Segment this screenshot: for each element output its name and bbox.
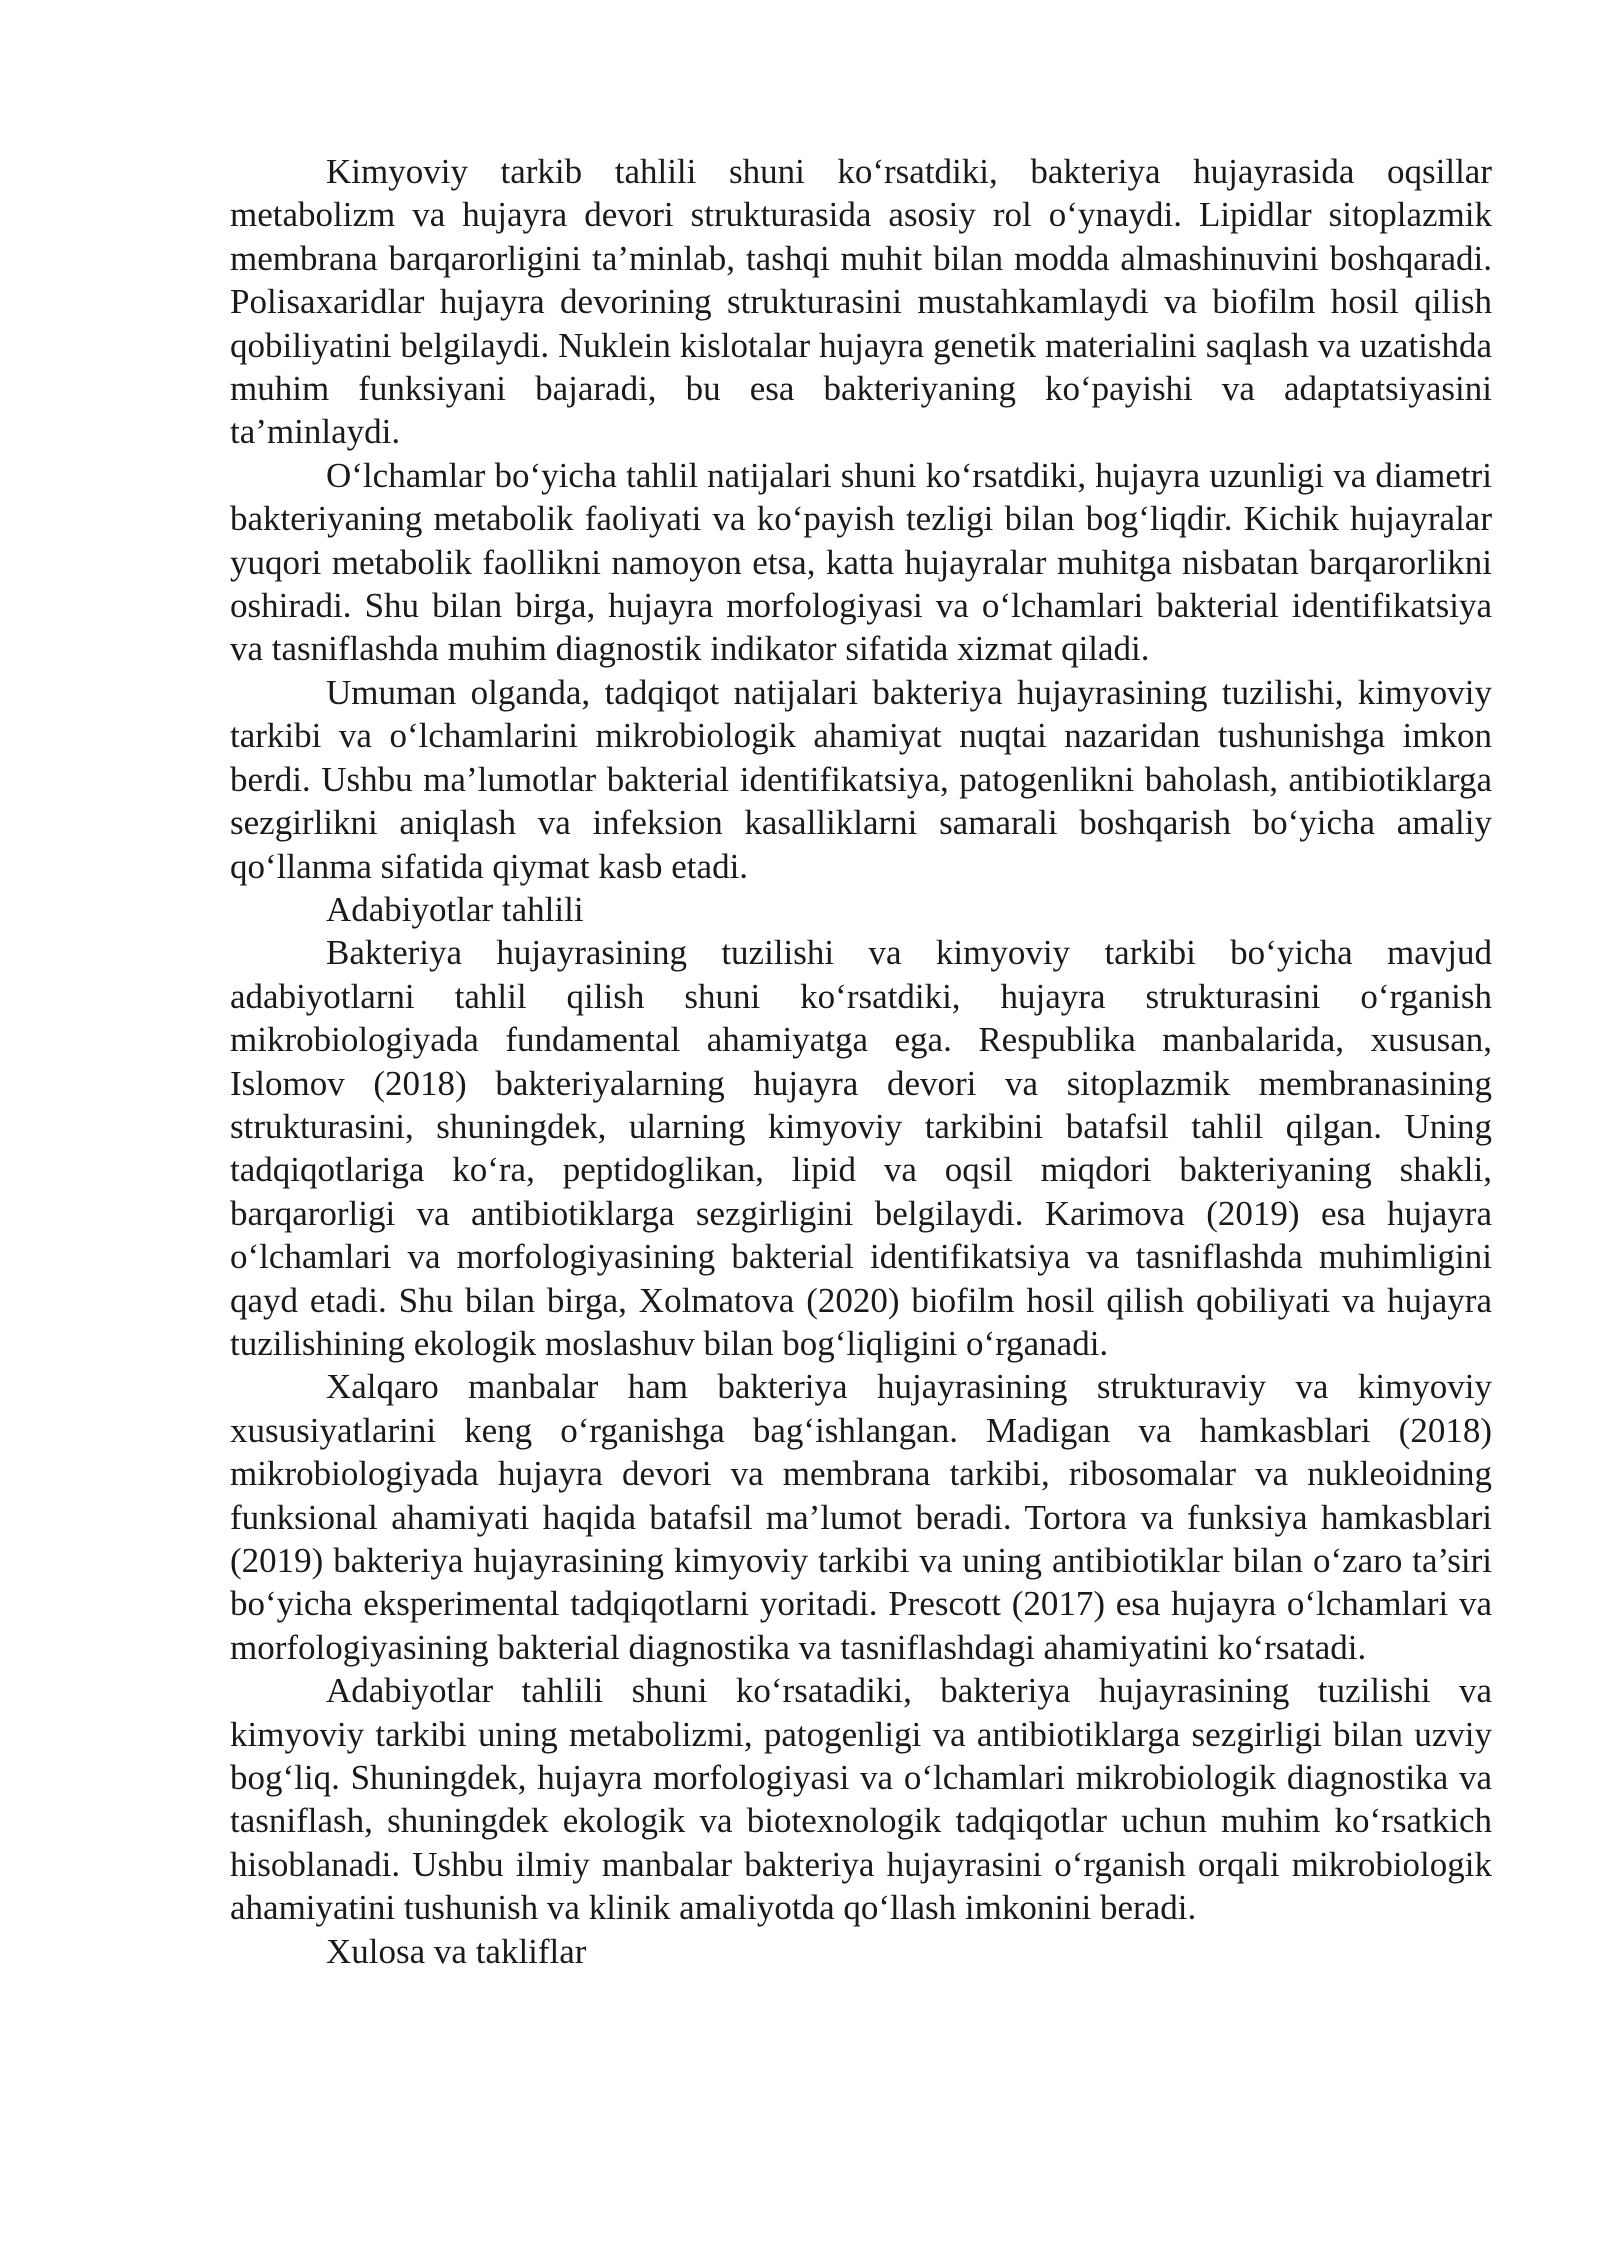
- document-page: [230, 150, 1492, 1973]
- paragraph-summary: Umuman olganda, tadqiqot natijalari bakteriya hujayrasining tuzilishi, kimyoviy tarkibi va o‘lchamlarini mikrobiologik ahamiyat nuqtai nazaridan tushunishga imkon berdi. Ushbu ma’lumotlar bakterial identifikatsiya, patogenlikni baholash, antibiotiklarga sezgirlikni aniqlash va infeksion kasalliklarni samarali boshqarish bo‘yicha amaliy qo‘llanma sifatida qiymat kasb etadi.: [230, 672, 1492, 886]
- paragraph-chemical-composition: Kimyoviy tarkib tahlili shuni ko‘rsatdiki, bakteriya hujayrasida oqsillar metabolizm va hujayra devori strukturasida asosiy rol o‘ynaydi. Lipidlar sitoplazmik membrana barqarorligini ta’minlab, tashqi muhit bilan modda almashinuvini boshqaradi. Polisaxaridlar hujayra devorining strukturasini mustahkamlaydi va biofilm hosil qilish qobiliyatini belgilaydi. Nuklein kislotalar hujayra genetik materialini saqlash va uzatishda muhim funksiyani bajaradi, bu esa bakteriyaning ko‘payishi va adaptatsiyasini ta’minlaydi.: [230, 152, 1492, 452]
- paragraph-cell-dimensions: O‘lchamlar bo‘yicha tahlil natijalari shuni ko‘rsatdiki, hujayra uzunligi va diametri bakteriyaning metabolik faoliyati va ko‘payish tezligi bilan bog‘liqdir. Kichik hujayralar yuqori metabolik faollikni namoyon etsa, katta hujayralar muhitga nisbatan barqarorlikni oshiradi. Shu bilan birga, hujayra morfologiyasi va o‘lchamlari bakterial identifikatsiya va tasniflashda muhim diagnostik indikator sifatida xizmat qiladi.: [230, 455, 1492, 669]
- section-heading-conclusions: Xulosa va takliflar: [326, 1931, 587, 1971]
- paragraph-international-sources: Xalqaro manbalar ham bakteriya hujayrasining strukturaviy va kimyoviy xususiyatlarini keng o‘rganishga bag‘ishlangan. Madigan va hamkasblari (2018) mikrobiologiyada hujayra devori va membrana tarkibi, ribosomalar va nukleoidning funksional ahamiyati haqida batafsil ma’lumot beradi. Tortora va funksiya hamkasblari (2019) bakteriya hujayrasining kimyoviy tarkibi va uning antibiotiklar bilan o‘zaro ta’siri bo‘yicha eksperimental tadqiqotlarni yoritadi. Prescott (2017) esa hujayra o‘lchamlari va morfologiyasining bakterial diagnostika va tasniflashdagi ahamiyatini ko‘rsatadi.: [230, 1367, 1492, 1667]
- paragraph-literature-conclusion: Adabiyotlar tahlili shuni ko‘rsatadiki, bakteriya hujayrasining tuzilishi va kimyoviy tarkibi uning metabolizmi, patogenligi va antibiotiklarga sezgirligi bilan uzviy bog‘liq. Shuningdek, hujayra morfologiyasi va o‘lchamlari mikrobiologik diagnostika va tasniflash, shuningdek ekologik va biotexnologik tadqiqotlar uchun muhim ko‘rsatkich hisoblanadi. Ushbu ilmiy manbalar bakteriya hujayrasini o‘rganish orqali mikrobiologik ahamiyatini tushunish va klinik amaliyotda qo‘llash imkonini beradi.: [230, 1671, 1492, 1928]
- section-heading-literature-review: Adabiyotlar tahlili: [326, 889, 584, 929]
- paragraph-national-sources: Bakteriya hujayrasining tuzilishi va kimyoviy tarkibi bo‘yicha mavjud adabiyotlarni tahlil qilish shuni ko‘rsatdiki, hujayra strukturasini o‘rganish mikrobiologiyada fundamental ahamiyatga ega. Respublika manbalarida, xususan, Islomov (2018) bakteriyalarning hujayra devori va sitoplazmik membranasining strukturasini, shuningdek, ularning kimyoviy tarkibini batafsil tahlil qilgan. Uning tadqiqotlariga ko‘ra, peptidoglikan, lipid va oqsil miqdori bakteriyaning shakli, barqarorligi va antibiotiklarga sezgirligini belgilaydi. Karimova (2019) esa hujayra o‘lchamlari va morfologiyasining bakterial identifikatsiya va tasniflashda muhimligini qayd etadi. Shu bilan birga, Xolmatova (2020) biofilm hosil qilish qobiliyati va hujayra tuzilishining ekologik moslashuv bilan bog‘liqligini o‘rganadi.: [230, 933, 1492, 1363]
